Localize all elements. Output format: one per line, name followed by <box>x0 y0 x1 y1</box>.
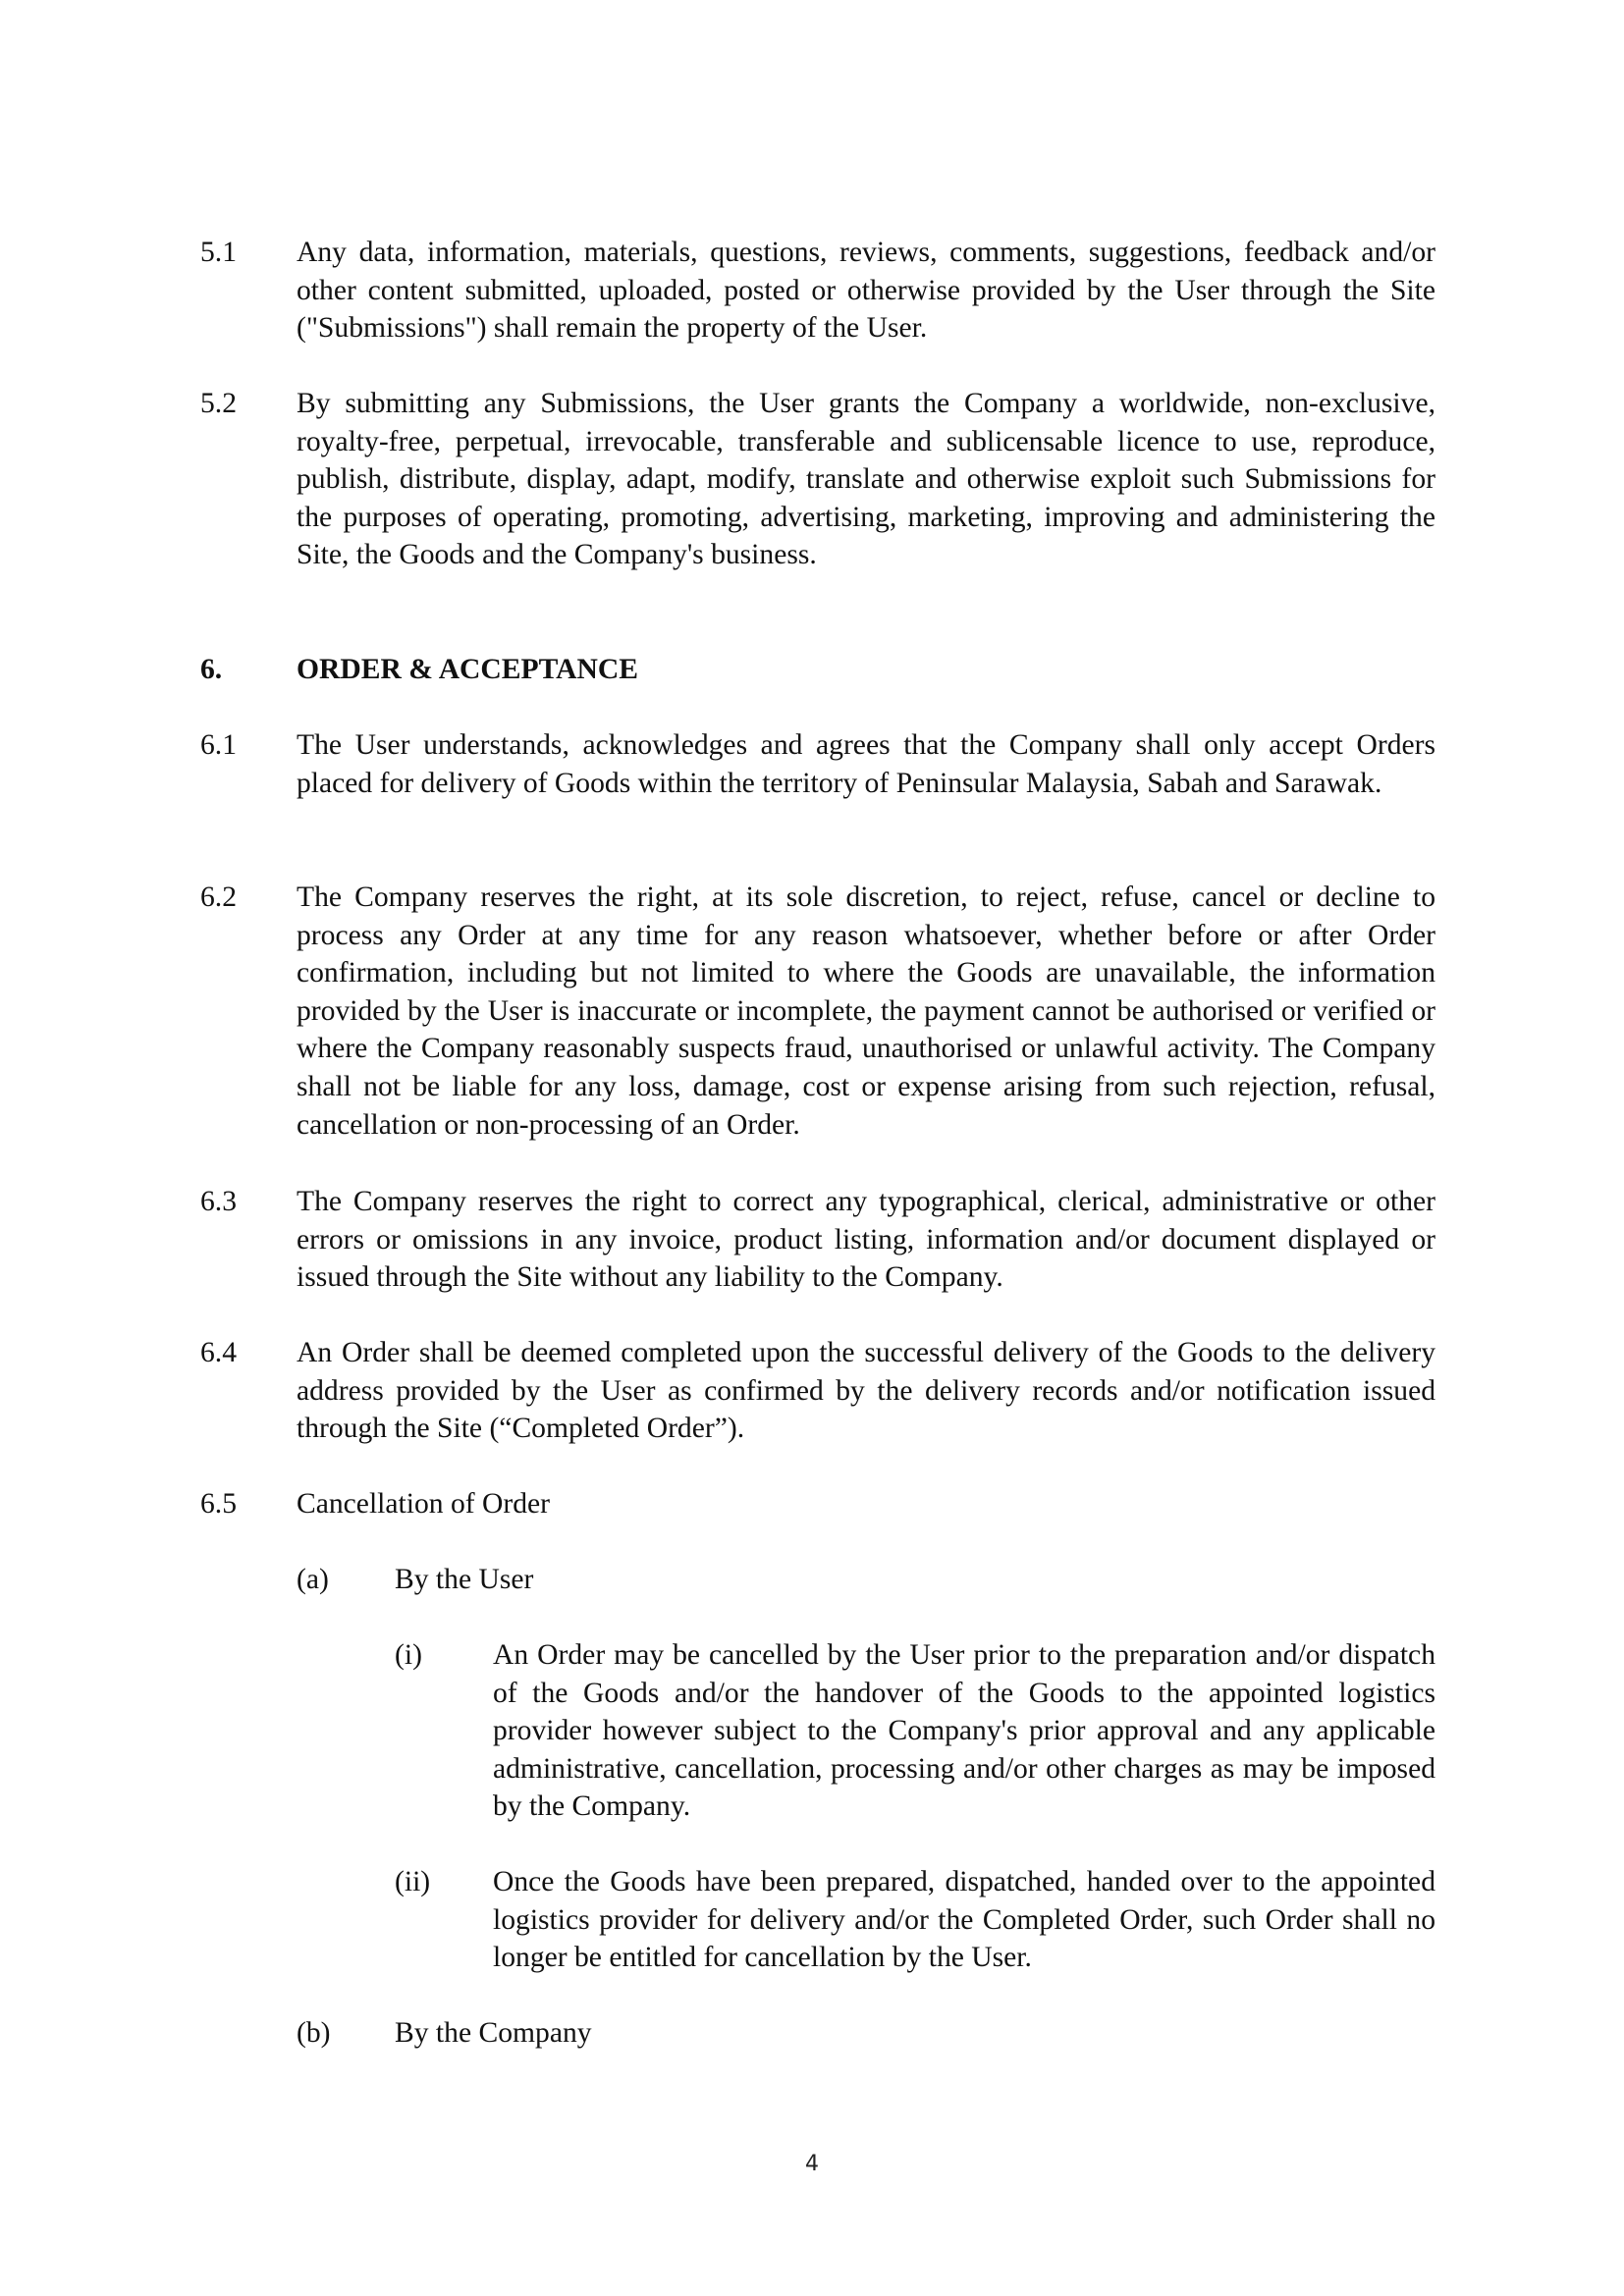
clause-text: The Company reserves the right, at its sole discretion, to reject, refuse, cancel or decline to process any Order at any time for any reason whatsoever, whether before or after Order confirmation, including but not limited to where the Goods are unavailable, the information provided by the User is inaccurate or incomplete, the payment cannot be authorised or verified or where the Company reasonably suspects fraud, unauthorised or unlawful activity. The Company shall not be liable for any loss, damage, cost or expense arising from such rejection, refusal, cancellation or non-processing of an Order. <box>297 881 1435 1141</box>
clause-number: 6.1 <box>200 729 237 761</box>
clause-number: 6.4 <box>200 1337 237 1368</box>
clause-number: (b) <box>297 2017 331 2049</box>
clause-number: 6.3 <box>200 1186 237 1217</box>
clause-text: By submitting any Submissions, the User grants the Company a worldwide, non-exclusive, royalty-free, perpetual, irrevocable, transferable and sublicensable licence to use, reproduce, publish, distribute, display, adapt, modify, translate and otherwise exploit such Submissions for the purposes of operating, promoting, advertising, marketing, improving and administering the Site, the Goods and the Company's business. <box>297 388 1435 571</box>
clause-text: Cancellation of Order <box>297 1488 551 1520</box>
clause-number: (a) <box>297 1564 329 1595</box>
clause-number: (ii) <box>395 1866 431 1897</box>
clause-text: Any data, information, materials, questions, reviews, comments, suggestions, feedback and/or other content submitted, uploaded, posted or otherwise provided by the User through the Site ("Submissions") shall remain the property of the User. <box>297 237 1435 345</box>
clause-text: Once the Goods have been prepared, dispatched, handed over to the appointed logistics provider for delivery and/or the Completed Order, such Order shall no longer be entitled for cancellation by the User. <box>493 1866 1435 1974</box>
clause-number: 6.2 <box>200 881 237 913</box>
clause-text: The User understands, acknowledges and agrees that the Company shall only accept Orders placed for delivery of Goods within the territory of Peninsular Malaysia, Sabah and Sarawak. <box>297 729 1435 799</box>
clause-number: 5.1 <box>200 237 237 268</box>
page-number: 4 <box>805 2152 819 2176</box>
clause-text: By the Company <box>395 2017 592 2049</box>
clause-text: By the User <box>395 1564 534 1595</box>
section-title: ORDER & ACCEPTANCE <box>297 654 639 685</box>
clause-number: 5.2 <box>200 388 237 419</box>
clause-text: An Order shall be deemed completed upon the successful delivery of the Goods to the delivery address provided by the User as confirmed by the delivery records and/or notification issued through the Site (“Completed Order”). <box>297 1337 1435 1445</box>
clause-number: (i) <box>395 1639 422 1671</box>
section-number: 6. <box>200 654 223 685</box>
clause-text: An Order may be cancelled by the User prior to the preparation and/or dispatch of the Goods and/or the handover of the Goods to the appointed logistics provider however subject to the Company's prior approval and any applicable administrative, cancellation, processing and/or other charges as may be imposed by the Company. <box>493 1639 1435 1823</box>
clause-text: The Company reserves the right to correct any typographical, clerical, administrative or other errors or omissions in any invoice, product listing, information and/or document displayed or issued through the Site without any liability to the Company. <box>297 1186 1435 1294</box>
clause-number: 6.5 <box>200 1488 237 1520</box>
